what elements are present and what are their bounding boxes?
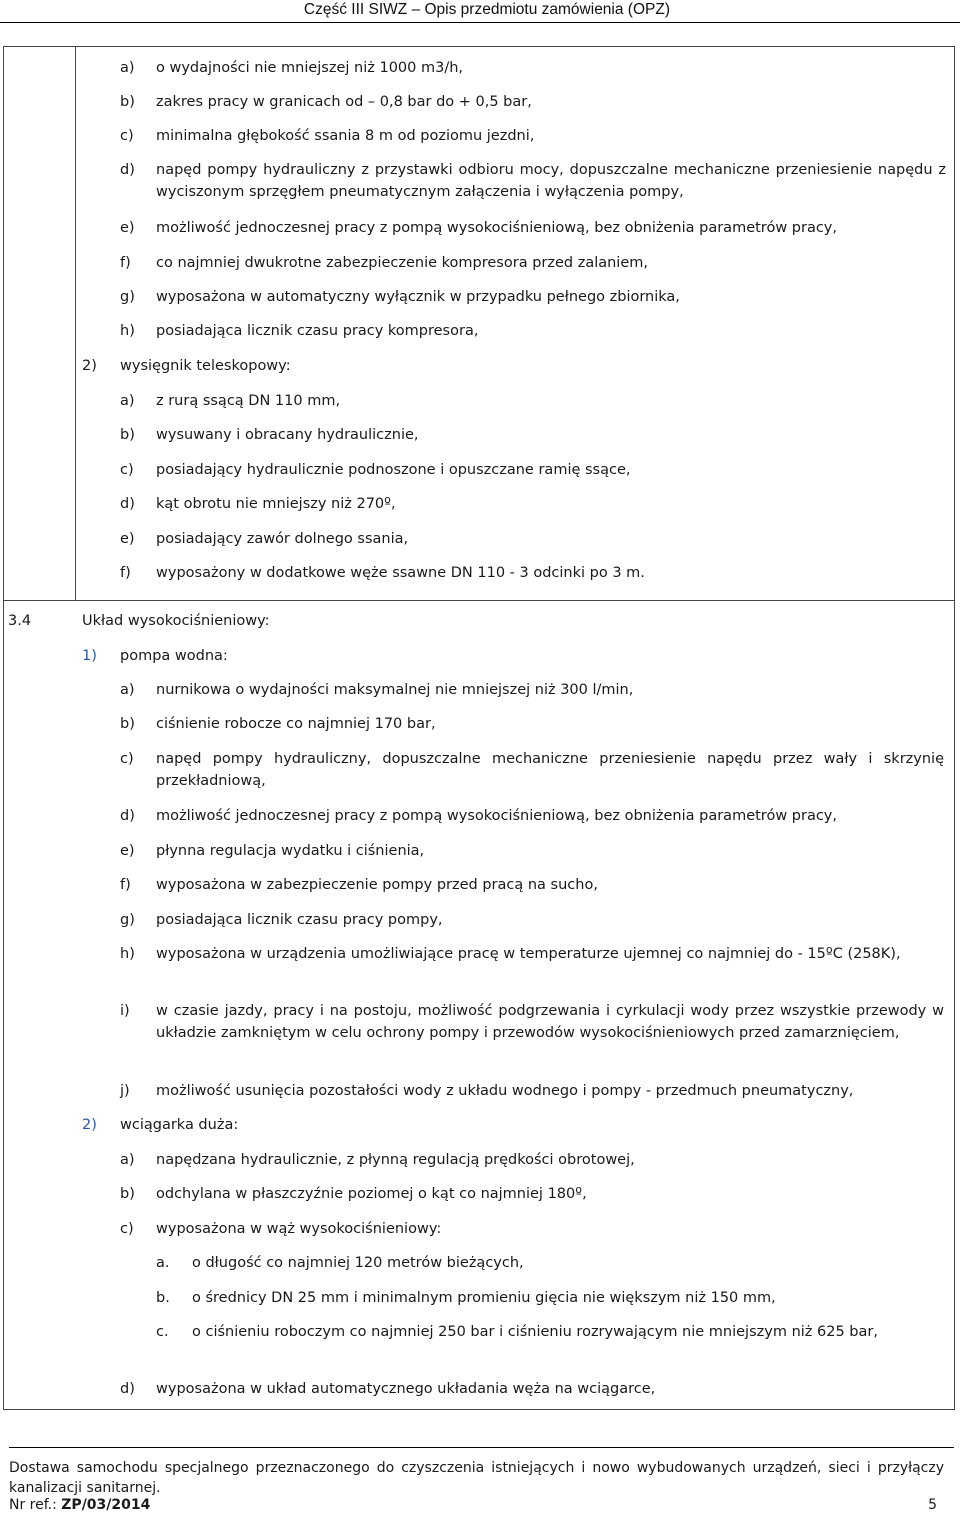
spec-table xyxy=(3,46,955,1410)
table-column-divider xyxy=(75,46,76,600)
header-title: Część III SIWZ – Opis przedmiotu zamówienia (OPZ) xyxy=(303,1,670,18)
page-number: 5 xyxy=(928,1497,937,1513)
footer-divider xyxy=(9,1447,954,1448)
section-title: Układ wysokociśnieniowy: xyxy=(82,613,270,629)
table-row-divider xyxy=(3,600,955,601)
footer-description: Dostawa samochodu specjalnego przeznaczonego do czyszczenia istniejących i nowo wybudowanych urządzeń, sieci i przyłączy kanalizacji sanitarnej. xyxy=(9,1460,944,1496)
page-header xyxy=(0,0,960,23)
reference-label: Nr ref.: xyxy=(9,1497,57,1513)
section-number: 3.4 xyxy=(8,613,32,629)
reference-value: ZP/03/2014 xyxy=(61,1497,151,1513)
reference-number xyxy=(9,1497,150,1513)
